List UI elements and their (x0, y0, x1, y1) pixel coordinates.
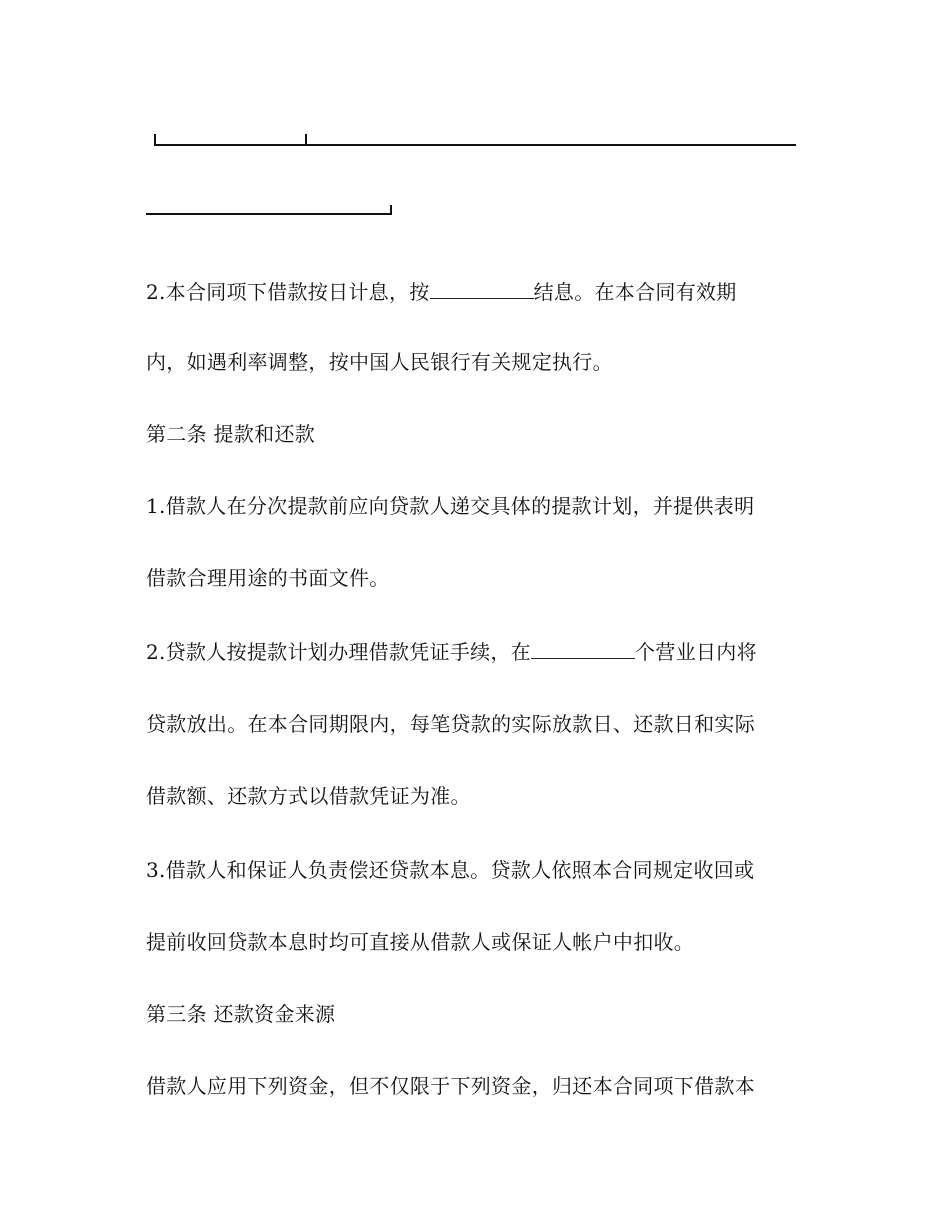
paragraph-line (146, 564, 390, 592)
line-text: 内，如遇利率调整，按中国人民银行有关规定执行。 (146, 350, 613, 374)
section-heading-text: 第三条 还款资金来源 (146, 1002, 336, 1026)
line-text-start: 2.贷款人按提款计划办理借款凭证手续，在 (146, 640, 532, 664)
paragraph-line (146, 492, 754, 520)
section-heading-article-3 (146, 1000, 335, 1028)
fill-in-blank-settlement[interactable] (430, 282, 534, 299)
section-heading-text: 第二条 提款和还款 (146, 422, 316, 446)
paragraph-line (146, 348, 613, 376)
line-text: 借款人应用下列资金，但不仅限于下列资金，归还本合同项下借款本 (146, 1074, 755, 1098)
line-text-end: 个营业日内将 (635, 640, 757, 664)
line-text-end: 结息。在本合同有效期 (533, 280, 737, 304)
paragraph-line (146, 710, 755, 738)
paragraph-line (146, 928, 694, 956)
paragraph-line-interest (146, 278, 737, 306)
line-text: 借款合理用途的书面文件。 (146, 566, 390, 590)
table-bottom-border-continued (146, 213, 392, 215)
paragraph-line (146, 856, 754, 884)
line-text: 借款额、还款方式以借款凭证为准。 (146, 784, 471, 808)
section-heading-article-2 (146, 420, 315, 448)
line-text: 提前收回贷款本息时均可直接从借款人或保证人帐户中扣收。 (146, 930, 695, 954)
line-text: 贷款放出。在本合同期限内，每笔贷款的实际放款日、还款日和实际 (146, 712, 755, 736)
fill-in-blank-business-days[interactable] (531, 642, 635, 659)
table-right-tick (390, 205, 392, 215)
paragraph-line-disbursement (146, 638, 757, 666)
paragraph-line (146, 782, 471, 810)
paragraph-line (146, 1072, 755, 1100)
table-bottom-border (154, 144, 796, 146)
line-text: 3.借款人和保证人负责偿还贷款本息。贷款人依照本合同规定收回或 (146, 858, 755, 882)
line-text: 1.借款人在分次提款前应向贷款人递交具体的提款计划，并提供表明 (146, 494, 755, 518)
line-text-start: 2.本合同项下借款按日计息，按 (146, 280, 430, 304)
table-column-divider-tick (305, 134, 307, 146)
